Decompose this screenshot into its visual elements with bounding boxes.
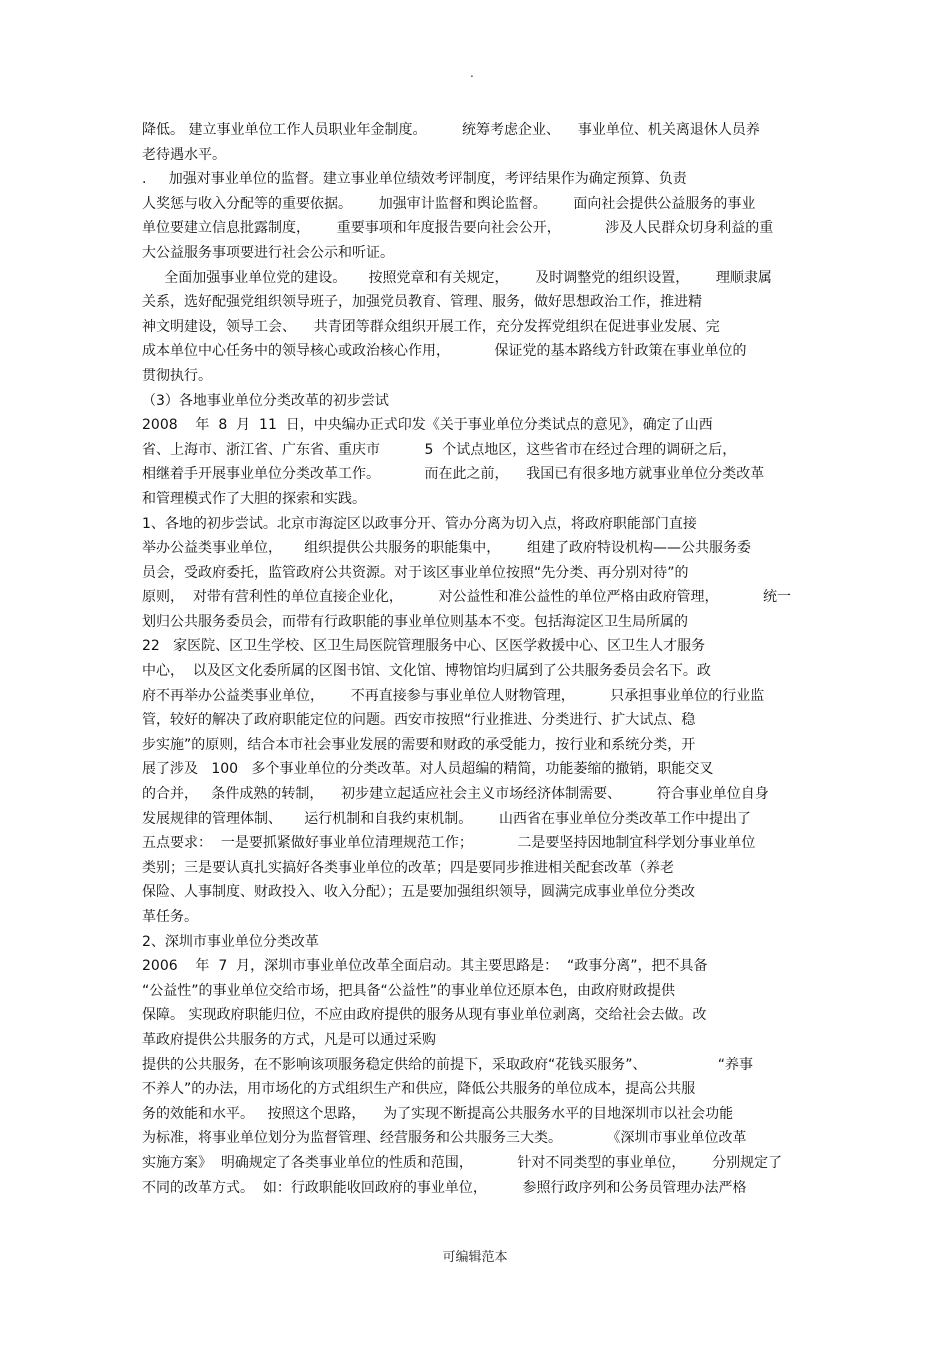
text-line: 成本单位中心任务中的领导核心或政治核心作用， 保证党的基本路线方针政策在事业单位的 bbox=[142, 343, 747, 360]
text-line: 府不再举办公益类事业单位， 不再直接参与事业单位人财物管理， 只承担事业单位的行业监 bbox=[142, 687, 765, 704]
text-line: 不养人”的办法，用市场化的方式组织生产和供应，降低公共服务的单位成本，提高公共服 bbox=[142, 1081, 696, 1098]
text-line: “公益性”的事业单位交给市场，把具备“公益性”的事业单位还原本色，由政府财政提供 bbox=[142, 982, 676, 999]
text-line: 步实施”的原则，结合本市社会事业发展的需要和财政的承受能力，按行业和系统分类，开 bbox=[142, 736, 696, 753]
text-line: 提供的公共服务，在不影响该项服务稳定供给的前提下，采取政府“花钱买服务”、 “养事 bbox=[142, 1056, 753, 1073]
text-line: 降低。 建立事业单位工作人员职业年金制度。 统筹考虑企业、 事业单位、机关离退休人员养 bbox=[142, 122, 760, 138]
page-footer: 可编辑范本 bbox=[442, 1250, 508, 1265]
text-line: 五点要求： 一是要抓紧做好事业单位清理规范工作； 二是要坚持因地制宜科学划分事业单位 bbox=[142, 835, 756, 852]
text-line: 老待遇水平。 bbox=[142, 146, 226, 163]
text-line: . 加强对事业单位的监督。建立事业单位绩效考评制度，考评结果作为确定预算、负责 bbox=[142, 171, 687, 188]
text-line: 员会，受政府委托，监管政府公共资源。对于该区事业单位按照“先分类、再分别对待”的 bbox=[142, 564, 689, 581]
header-mark: . bbox=[470, 66, 474, 80]
text-line: 大公益服务事项要进行社会公示和听证。 bbox=[142, 244, 394, 261]
text-line: 的合并， 条件成熟的转制， 初步建立起适应社会主义市场经济体制需要、 符合事业单位自身 bbox=[142, 786, 769, 803]
text-line: （3）各地事业单位分类改革的初步尝试 bbox=[142, 392, 389, 409]
text-line: 发展规律的管理体制、 运行机制和自我约束机制。 山西省在事业单位分类改革工作中提出了 bbox=[142, 810, 751, 827]
text-line: 省、上海市、浙江省、广东省、重庆市 5 个试点地区，这些省市在经过合理的调研之后， bbox=[142, 441, 737, 458]
text-line: 贯彻执行。 bbox=[142, 367, 212, 384]
text-line: 革任务。 bbox=[142, 909, 198, 925]
text-line: 管，较好的解决了政府职能定位的问题。西安市按照“行业推进、分类进行、扩大试点、稳 bbox=[142, 712, 696, 729]
text-line: 相继着手开展事业单位分类改革工作。 而在此之前， 我国已有很多地方就事业单位分类改革 bbox=[142, 466, 765, 483]
text-line: 神文明建设，领导工会、 共青团等群众组织开展工作，充分发挥党组织在促进事业发展、完 bbox=[142, 318, 720, 335]
text-line: 全面加强事业单位党的建设。 按照党章和有关规定， 及时调整党的组织设置， 理顺隶属 bbox=[142, 269, 772, 286]
text-line: 原则， 对带有营利性的单位直接企业化， 对公益性和准公益性的单位严格由政府管理， 统一 bbox=[142, 589, 792, 606]
text-line: 革政府提供公共服务的方式，凡是可以通过采购 bbox=[142, 1031, 436, 1048]
text-line: 务的效能和水平。 按照这个思路， 为了实现不断提高公共服务水平的目地深圳市以社会功能 bbox=[142, 1105, 734, 1122]
text-line: 人奖惩与收入分配等的重要依据。 加强审计监督和舆论监督。 面向社会提供公益服务的事业 bbox=[142, 195, 756, 212]
text-line: 划归公共服务委员会，而带有行政职能的事业单位则基本不变。包括海淀区卫生局所属的 bbox=[142, 613, 688, 630]
text-line: 和管理模式作了大胆的探索和实践。 bbox=[142, 490, 366, 507]
text-line: 22 家医院、区卫生学校、区卫生局医院管理服务中心、区医学救援中心、区卫生人才服务 bbox=[142, 638, 706, 655]
text-line: 实施方案》 明确规定了各类事业单位的性质和范围， 针对不同类型的事业单位， 分别规定了 bbox=[142, 1154, 783, 1171]
text-line: 2008 年 8 月 11 日，中央编办正式印发《关于事业单位分类试点的意见》，确定了山西 bbox=[142, 417, 713, 434]
text-line: 单位要建立信息批露制度， 重要事项和年度报告要向社会公开， 涉及人民群众切身利益的重 bbox=[142, 220, 774, 237]
text-line: 为标准，将事业单位划分为监督管理、经营服务和公共服务三大类。 《深圳市事业单位改革 bbox=[142, 1130, 747, 1147]
text-line: 展了涉及 100 多个事业单位的分类改革。对人员超编的精简，功能萎缩的撤销，职能交叉 bbox=[142, 761, 714, 778]
text-line: 关系，选好配强党组织领导班子，加强党员教育、管理、服务，做好思想政治工作，推进精 bbox=[142, 294, 702, 311]
text-line: 类别；三是要认真扎实搞好各类事业单位的改革；四是要同步推进相关配套改革（养老 bbox=[142, 859, 674, 876]
text-line: 1、各地的初步尝试。北京市海淀区以政事分开、管办分离为切入点，将政府职能部门直接 bbox=[142, 515, 697, 532]
document-body bbox=[142, 118, 810, 1200]
text-line: 保障。 实现政府职能归位，不应由政府提供的服务从现有事业单位剥离，交给社会去做。改 bbox=[142, 1007, 707, 1024]
text-line: 2、深圳市事业单位分类改革 bbox=[142, 933, 319, 950]
text-line: 2006 年 7 月，深圳市事业单位改革全面启动。其主要思路是： “政事分离”，把不具备 bbox=[142, 958, 708, 975]
text-line: 举办公益类事业单位， 组织提供公共服务的职能集中， 组建了政府特设机构——公共服务委 bbox=[142, 540, 751, 557]
text-line: 不同的改革方式。 如：行政职能收回政府的事业单位， 参照行政序列和公务员管理办法严格 bbox=[142, 1179, 747, 1196]
text-line: 中心， 以及区文化委所属的区图书馆、文化馆、博物馆均归属到了公共服务委员会名下。政 bbox=[142, 663, 711, 680]
text-line: 保险、人事制度、财政投入、收入分配）；五是要加强组织领导，圆满完成事业单位分类改 bbox=[142, 884, 695, 901]
